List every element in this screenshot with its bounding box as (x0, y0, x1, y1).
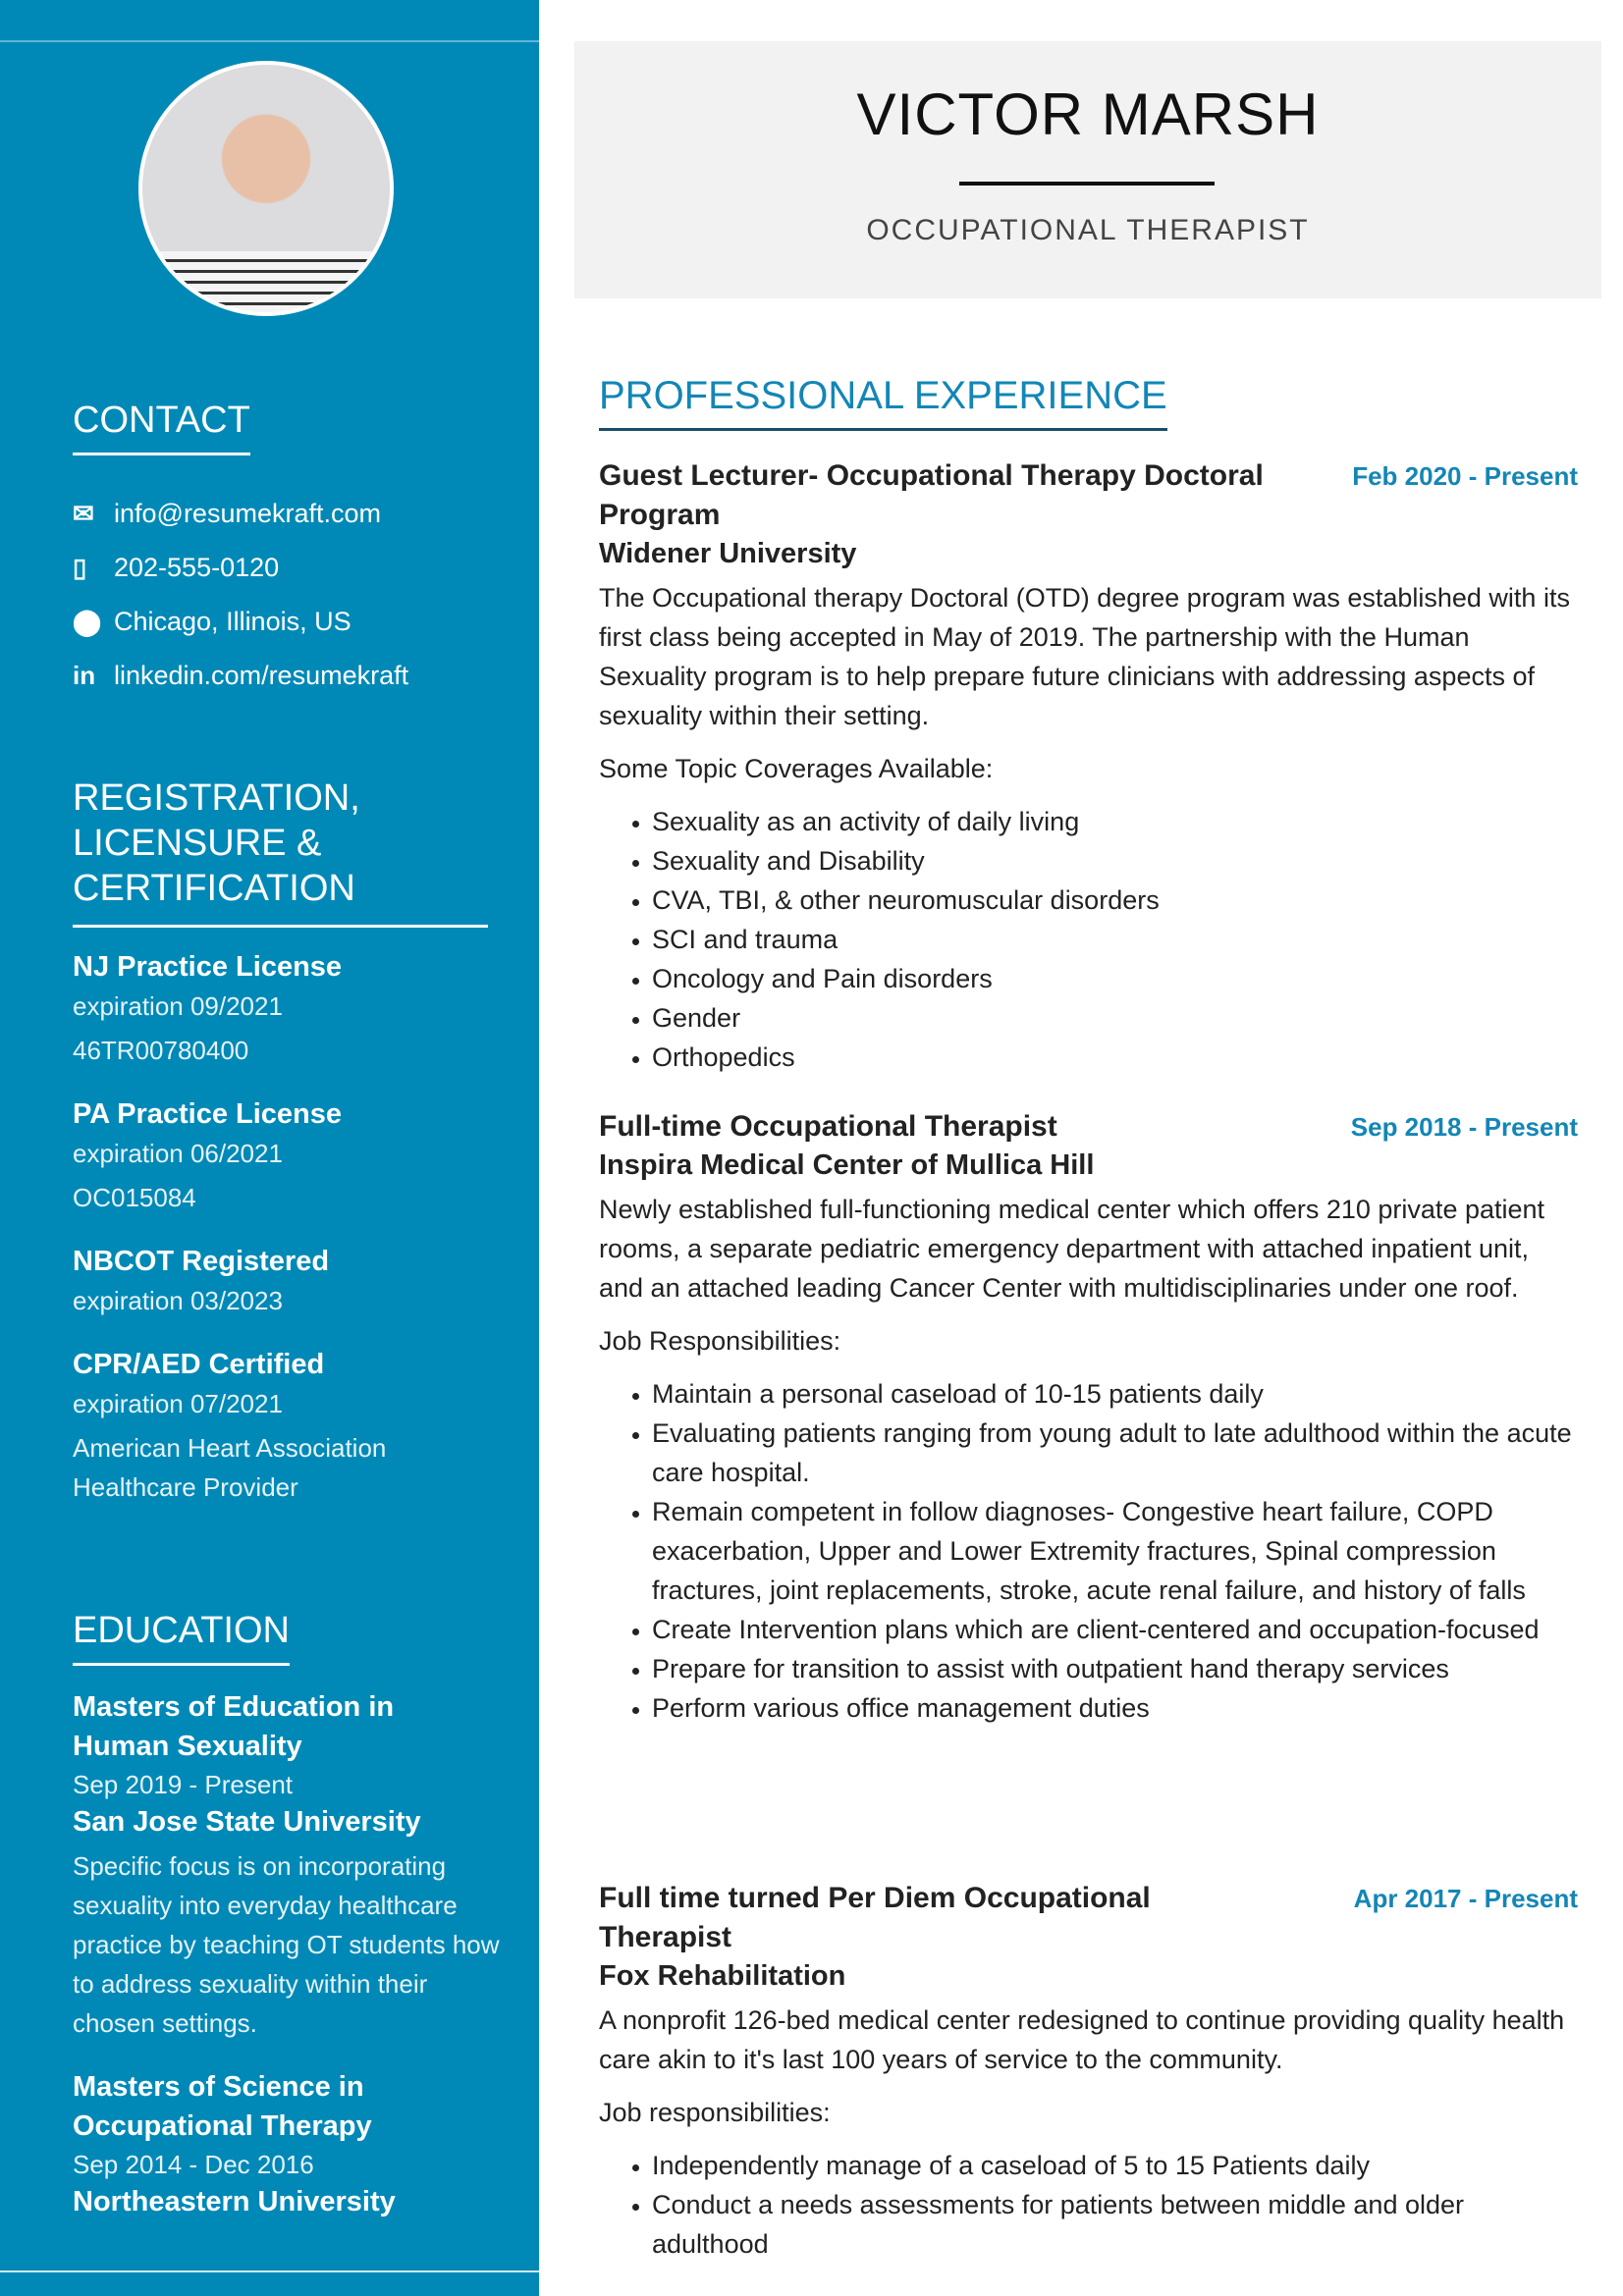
school: San Jose State University (73, 1806, 421, 1838)
job-description: A nonprofit 126-bed medical center redesigned to continue providing quality health care akin to it's last 100 years of service to the community. (599, 2005, 1565, 2074)
bullet-list (599, 2146, 1578, 2264)
contact-phone (73, 541, 514, 595)
company: Widener University (599, 538, 857, 569)
experience-heading: PROFESSIONAL EXPERIENCE (599, 371, 1167, 431)
licensure-heading: REGISTRATION, (73, 777, 360, 819)
sidebar (0, 0, 539, 2296)
envelope-icon: ✉ (73, 499, 94, 528)
list-item: • SCI and trauma (652, 920, 1578, 959)
licensure-heading: CERTIFICATION (73, 868, 355, 909)
phone-text: 202-555-0120 (114, 553, 280, 582)
license-detail: expiration 03/2023 (73, 1286, 283, 1315)
list-item: • Remain competent in follow diagnoses- Congestive heart failure, COPD exacerbation, Upper and Lower Extremity fractures, Spinal compression fractures, joint replacements, stroke, acute renal failure, and history of falls (652, 1492, 1578, 1610)
list-item: • Gender (652, 998, 1578, 1038)
divider (0, 2270, 539, 2272)
candidate-role: OCCUPATIONAL THERAPIST (866, 214, 1310, 246)
bullet-list (599, 802, 1578, 1077)
job-description: The Occupational therapy Doctoral (OTD) degree program was established with its first class being accepted in May of 2019. The partnership with the Human Sexuality program is to help prepare future clinicians with addressing aspects of sexuality within their setting. (599, 583, 1570, 730)
degree: Masters of Education in Human Sexuality (73, 1691, 395, 1762)
education-description: Specific focus is on incorporating sexuality into everyday healthcare practice by teaching OT students how to address sexuality within their chosen settings. (73, 1851, 500, 2038)
job-dates: Apr 2017 - Present (1353, 1884, 1578, 1913)
bullet-list (599, 1374, 1578, 1728)
license-detail: Healthcare Provider (73, 1472, 298, 1502)
job-dates: Sep 2018 - Present (1350, 1112, 1578, 1142)
list-item: • Conduct a needs assessments for patients between middle and older adulthood (652, 2185, 1578, 2264)
job-entry (599, 1107, 1578, 1728)
linkedin-text: linkedin.com/resumekraft (114, 661, 409, 690)
education-section (73, 1608, 514, 2220)
phone-icon: ▯ (73, 553, 87, 582)
licensure-heading: LICENSURE & (73, 823, 322, 864)
license-title: NJ Practice License (73, 951, 343, 983)
contact-section (73, 398, 514, 703)
list-item: • Sexuality as an activity of daily living (652, 802, 1578, 841)
location-pin-icon: ⬤ (73, 607, 102, 636)
contact-email[interactable] (73, 487, 514, 541)
license-detail: OC015084 (73, 1183, 196, 1212)
license-item (73, 1242, 514, 1320)
company: Inspira Medical Center of Mullica Hill (599, 1149, 1095, 1181)
resume-header (574, 41, 1601, 298)
license-detail: expiration 07/2021 (73, 1389, 283, 1418)
list-label: Job responsibilities: (599, 2098, 831, 2127)
education-item (73, 1687, 514, 2043)
list-item: • CVA, TBI, & other neuromuscular disorders (652, 881, 1578, 920)
education-heading: EDUCATION (73, 1608, 290, 1666)
candidate-name: VICTOR MARSH (856, 81, 1320, 147)
license-detail: expiration 09/2021 (73, 991, 283, 1021)
list-item: • Maintain a personal caseload of 10-15 patients daily (652, 1374, 1578, 1414)
list-item: • Orthopedics (652, 1038, 1578, 1077)
school: Northeastern University (73, 2186, 396, 2217)
list-item: • Sexuality and Disability (652, 841, 1578, 881)
location-text: Chicago, Illinois, US (114, 607, 352, 636)
job-title: Full time turned Per Diem Occupational Therapist (599, 1882, 1151, 1953)
license-detail: 46TR00780400 (73, 1036, 249, 1065)
contact-location (73, 595, 514, 649)
company: Fox Rehabilitation (599, 1960, 846, 1992)
degree: Masters of Science in Occupational Therapy (73, 2071, 372, 2142)
license-title: NBCOT Registered (73, 1246, 330, 1277)
license-item (73, 947, 514, 1070)
job-dates: Feb 2020 - Present (1352, 461, 1578, 491)
license-detail: American Heart Association (73, 1433, 387, 1463)
job-entry (599, 456, 1578, 1077)
license-detail: expiration 06/2021 (73, 1139, 283, 1168)
list-item: • Oncology and Pain disorders (652, 959, 1578, 998)
list-item: • Create Intervention plans which are client-centered and occupation-focused (652, 1610, 1578, 1649)
divider (959, 182, 1215, 186)
job-description: Newly established full-functioning medical center which offers 210 private patient rooms, a separate pediatric emergency department with attached inpatient unit, and an attached leading Cancer Center with multidisciplinaries under one roof. (599, 1195, 1545, 1303)
job-title: Guest Lecturer- Occupational Therapy Doctoral Program (599, 459, 1264, 531)
divider (0, 40, 539, 42)
email-text: info@resumekraft.com (114, 499, 381, 528)
contact-linkedin[interactable] (73, 649, 514, 703)
list-label: Some Topic Coverages Available: (599, 754, 994, 783)
license-title: CPR/AED Certified (73, 1349, 325, 1380)
education-item (73, 2067, 514, 2220)
job-entry (599, 1879, 1578, 2264)
licensure-section (73, 775, 514, 1507)
license-item (73, 1345, 514, 1507)
list-item: • Prepare for transition to assist with outpatient hand therapy services (652, 1649, 1578, 1688)
list-item: • Perform various office management duties (652, 1688, 1578, 1728)
list-item: • Independently manage of a caseload of 5 to 15 Patients daily (652, 2146, 1578, 2185)
license-title: PA Practice License (73, 1098, 343, 1130)
job-title: Full-time Occupational Therapist (599, 1110, 1057, 1143)
education-dates: Sep 2014 - Dec 2016 (73, 2150, 314, 2179)
profile-photo (138, 61, 394, 316)
list-item: • Evaluating patients ranging from young adult to late adulthood within the acute care hospital. (652, 1414, 1578, 1492)
license-item (73, 1095, 514, 1217)
list-label: Job Responsibilities: (599, 1326, 841, 1356)
education-dates: Sep 2019 - Present (73, 1770, 294, 1799)
contact-heading: CONTACT (73, 398, 250, 455)
linkedin-icon: in (73, 661, 96, 690)
